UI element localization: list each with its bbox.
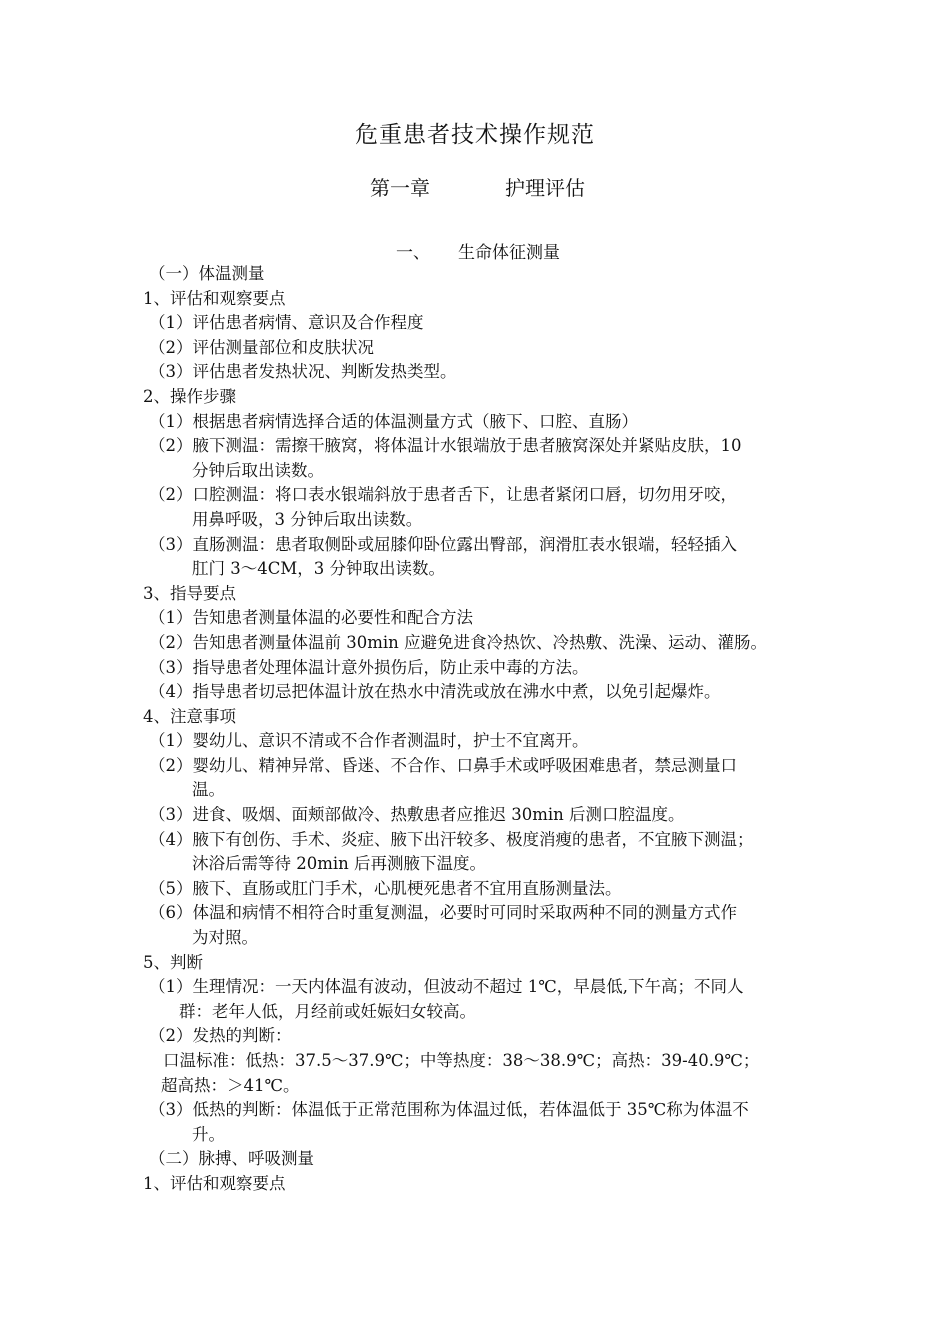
list-item-continuation: 温。 [192, 780, 225, 800]
chapter-number: 第一章 [370, 176, 430, 200]
document-body [143, 262, 823, 1197]
list-item: （1）评估患者病情、意识及合作程度 [149, 313, 424, 333]
list-item: （2）评估测量部位和皮肤状况 [149, 337, 374, 357]
list-item: （1）告知患者测量体温的必要性和配合方法 [149, 608, 473, 628]
list-item: （2）婴幼儿、精神异常、昏迷、不合作、口鼻手术或呼吸困难患者，禁忌测量口 [149, 755, 737, 775]
heading: 1、评估和观察要点 [143, 288, 286, 308]
list-item-continuation: 沐浴后需等待 20min 后再测腋下温度。 [192, 854, 487, 874]
list-item-continuation: 肛门 3～4CM，3 分钟取出读数。 [192, 559, 446, 579]
document-title: 危重患者技术操作规范 [355, 122, 595, 148]
heading: 3、指导要点 [143, 583, 236, 603]
list-item-continuation: 分钟后取出读数。 [192, 460, 324, 480]
subsection-heading: （一）体温测量 [149, 264, 265, 283]
temperature-standard: 口温标准：低热：37.5～37.9℃；中等热度：38～38.9℃；高热：39-40.9℃； [163, 1051, 760, 1070]
heading: 4、注意事项 [143, 706, 236, 726]
subsection-heading: （二）脉搏、呼吸测量 [149, 1149, 314, 1169]
list-item-continuation: 为对照。 [192, 928, 258, 948]
list-item: （3）指导患者处理体温计意外损伤后，防止汞中毒的方法。 [149, 657, 589, 677]
list-item: （2）腋下测温：需擦干腋窝，将体温计水银端放于患者腋窝深处并紧贴皮肤，10 [149, 436, 742, 456]
list-item-continuation: 升。 [192, 1124, 225, 1144]
heading: 5、判断 [143, 952, 203, 972]
heading: 1、评估和观察要点 [143, 1173, 286, 1193]
list-item: （3）评估患者发热状况、判断发热类型。 [149, 362, 457, 382]
list-item: （2）发热的判断： [149, 1026, 292, 1046]
list-item: （4）指导患者切忌把体温计放在热水中清洗或放在沸水中煮，以免引起爆炸。 [149, 682, 721, 702]
list-item-continuation: 用鼻呼吸，3 分钟后取出读数。 [192, 509, 423, 529]
list-item: （2）告知患者测量体温前 30min 应避免进食冷热饮、冷热敷、洗澡、运动、灌肠。 [149, 632, 768, 652]
list-item: （3）进食、吸烟、面颊部做冷、热敷患者应推迟 30min 后测口腔温度。 [149, 805, 685, 825]
list-item: （4）腋下有创伤、手术、炎症、腋下出汗较多、极度消瘦的患者，不宜腋下测温； [149, 829, 754, 849]
heading: 2、操作步骤 [143, 386, 236, 406]
list-item-continuation: 群：老年人低，月经前或妊娠妇女较高。 [179, 1001, 476, 1021]
chapter-name: 护理评估 [505, 176, 585, 200]
list-item: （1）婴幼儿、意识不清或不合作者测温时，护士不宜离开。 [149, 731, 589, 751]
list-item: （1）生理情况：一天内体温有波动，但波动不超过 1℃，早晨低,下午高；不同人 [149, 977, 744, 997]
list-item: （3）直肠测温：患者取侧卧或屈膝仰卧位露出臀部，润滑肛表水银端，轻轻插入 [149, 534, 737, 554]
list-item: （2）口腔测温：将口表水银端斜放于患者舌下，让患者紧闭口唇，切勿用牙咬， [149, 485, 737, 505]
list-item: （1）根据患者病情选择合适的体温测量方式（腋下、口腔、直肠） [149, 411, 638, 431]
list-item: （5）腋下、直肠或肛门手术，心肌梗死患者不宜用直肠测量法。 [149, 878, 622, 898]
temperature-standard-continuation: 超高热：＞41℃。 [161, 1075, 300, 1095]
section-name: 生命体征测量 [458, 243, 560, 263]
section-number: 一、 [396, 243, 430, 263]
list-item: （6）体温和病情不相符合时重复测温，必要时可同时采取两种不同的测量方式作 [149, 903, 737, 923]
list-item: （3）低热的判断：体温低于正常范围称为体温过低，若体温低于 35℃称为体温不 [149, 1100, 749, 1120]
